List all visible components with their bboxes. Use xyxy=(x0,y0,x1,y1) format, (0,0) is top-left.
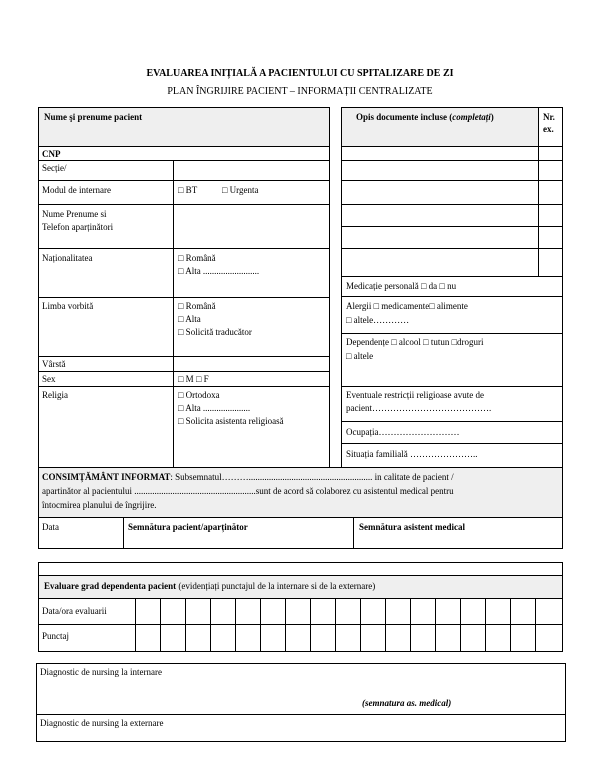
alergii-field-1[interactable]: Alergii □ medicamente□ alimente xyxy=(346,301,468,311)
divider xyxy=(341,386,563,387)
nationality-alta-checkbox[interactable]: □ Alta ......................... xyxy=(178,266,260,276)
eval-date-label: Data/ora evaluarii xyxy=(42,606,107,616)
dependency-column-divider xyxy=(235,598,236,652)
column-divider xyxy=(173,160,174,467)
sectie-label: Secție/ xyxy=(42,163,67,173)
nursing-internare-label: Diagnostic de nursing la internare xyxy=(40,667,162,677)
internare-label: Modul de internare xyxy=(42,185,111,195)
divider xyxy=(38,356,330,357)
page-subtitle: PLAN ÎNGRIJIRE PACIENT – INFORMAȚII CENTRALIZATE xyxy=(167,86,433,97)
religion-assistance-checkbox[interactable]: □ Solicita asistenta religioasă xyxy=(178,416,284,426)
sex-label: Sex xyxy=(42,374,56,384)
dependency-column-divider xyxy=(160,598,161,652)
nationality-romana-checkbox[interactable]: □ Română xyxy=(178,253,216,263)
dependency-top-strip xyxy=(38,562,563,576)
dependency-column-divider xyxy=(135,598,136,652)
alergii-field-2[interactable]: □ altele………… xyxy=(346,315,410,325)
situatia-field[interactable]: Situația familială ………………….. xyxy=(346,449,478,459)
score-label: Punctaj xyxy=(42,631,69,641)
medicatie-field[interactable]: Medicație personală □ da □ nu xyxy=(346,281,457,291)
divider xyxy=(38,146,330,147)
divider xyxy=(341,248,563,249)
language-label: Limba vorbită xyxy=(42,301,94,311)
dependency-column-divider xyxy=(260,598,261,652)
divider xyxy=(341,180,563,181)
signature-nurse-label: Semnătura asistent medical xyxy=(359,522,465,532)
divider xyxy=(341,146,563,147)
ocupatia-field[interactable]: Ocupația……………………… xyxy=(346,427,460,437)
contact-label-1: Nume Prenume si xyxy=(42,209,107,219)
sex-checkboxes[interactable]: □ M □ F xyxy=(178,374,209,384)
restrictii-field-2[interactable]: pacient…………………………………. xyxy=(346,403,492,413)
cnp-label: CNP xyxy=(42,149,61,159)
divider xyxy=(36,714,566,715)
consent-line-1: CONSIMȚĂMÂNT INFORMAT: Subsemnatul………....................................................... in calitate de pacient / xyxy=(42,472,454,482)
signature-row xyxy=(38,517,563,549)
dependency-column-divider xyxy=(310,598,311,652)
divider xyxy=(341,160,563,161)
religion-label: Religia xyxy=(42,390,68,400)
nurse-signature-note: (semnatura as. medical) xyxy=(362,698,452,708)
language-romana-checkbox[interactable]: □ Română xyxy=(178,301,216,311)
divider xyxy=(38,248,330,249)
dependency-column-divider xyxy=(485,598,486,652)
dependency-column-divider xyxy=(285,598,286,652)
column-divider xyxy=(353,517,354,549)
divider xyxy=(341,296,563,297)
data-label: Data xyxy=(42,522,59,532)
divider xyxy=(341,204,563,205)
signature-patient-label: Semnătura pacient/aparținător xyxy=(128,522,248,532)
dependency-column-divider xyxy=(185,598,186,652)
dependency-column-divider xyxy=(335,598,336,652)
dependency-column-divider xyxy=(435,598,436,652)
language-translator-checkbox[interactable]: □ Solicită traducător xyxy=(178,327,252,337)
age-label: Vârstă xyxy=(42,359,66,369)
dependency-heading: Evaluare grad dependenta pacient (evidențiați punctajul de la internare si de la externare) xyxy=(44,581,376,591)
consent-line-3: întocmirea planului de îngrijire. xyxy=(42,500,157,510)
nr-column-divider xyxy=(538,107,539,277)
nationality-label: Naționalitatea xyxy=(42,253,93,263)
dependency-column-divider xyxy=(210,598,211,652)
opis-label: Opis documente incluse (completați) xyxy=(356,112,494,122)
patient-name-label: Nume şi prenume pacient xyxy=(44,112,143,122)
divider xyxy=(38,297,330,298)
dependency-column-divider xyxy=(410,598,411,652)
divider xyxy=(341,443,563,444)
contact-label-2: Telefon aparținători xyxy=(42,222,114,232)
nursing-externare-label: Diagnostic de nursing la externare xyxy=(40,718,164,728)
divider xyxy=(38,204,330,205)
nr-ex-label-1: Nr. xyxy=(543,112,555,122)
dependency-column-divider xyxy=(535,598,536,652)
internare-urgenta-checkbox[interactable]: □ Urgenta xyxy=(222,185,259,195)
divider xyxy=(38,371,330,372)
consent-line-2: apartinător al pacientului ......................................................sunt de acord să colaborez cu asistentul medical pentru xyxy=(42,486,454,496)
dependente-field-1[interactable]: Dependențe □ alcool □ tutun □droguri xyxy=(346,337,484,347)
divider xyxy=(341,421,563,422)
nr-ex-label-2: ex. xyxy=(543,124,554,134)
divider xyxy=(38,160,330,161)
dependency-column-divider xyxy=(460,598,461,652)
religion-alta-checkbox[interactable]: □ Alta ..................... xyxy=(178,403,251,413)
dependency-column-divider xyxy=(510,598,511,652)
dependency-column-divider xyxy=(360,598,361,652)
page-title: EVALUAREA INIȚIALĂ A PACIENTULUI CU SPITALIZARE DE ZI xyxy=(146,68,454,79)
religion-ortodoxa-checkbox[interactable]: □ Ortodoxa xyxy=(178,390,220,400)
divider xyxy=(341,226,563,227)
divider xyxy=(38,386,330,387)
divider xyxy=(341,333,563,334)
dependency-column-divider xyxy=(385,598,386,652)
restrictii-field-1[interactable]: Eventuale restricții religioase avute de xyxy=(346,390,484,400)
language-alta-checkbox[interactable]: □ Alta xyxy=(178,314,201,324)
divider xyxy=(341,276,563,277)
consent-heading: CONSIMȚĂMÂNT INFORMAT xyxy=(42,472,171,482)
column-divider xyxy=(123,517,124,549)
divider xyxy=(38,180,330,181)
internare-bt-checkbox[interactable]: □ BT xyxy=(178,185,198,195)
dependente-field-2[interactable]: □ altele xyxy=(346,351,374,361)
